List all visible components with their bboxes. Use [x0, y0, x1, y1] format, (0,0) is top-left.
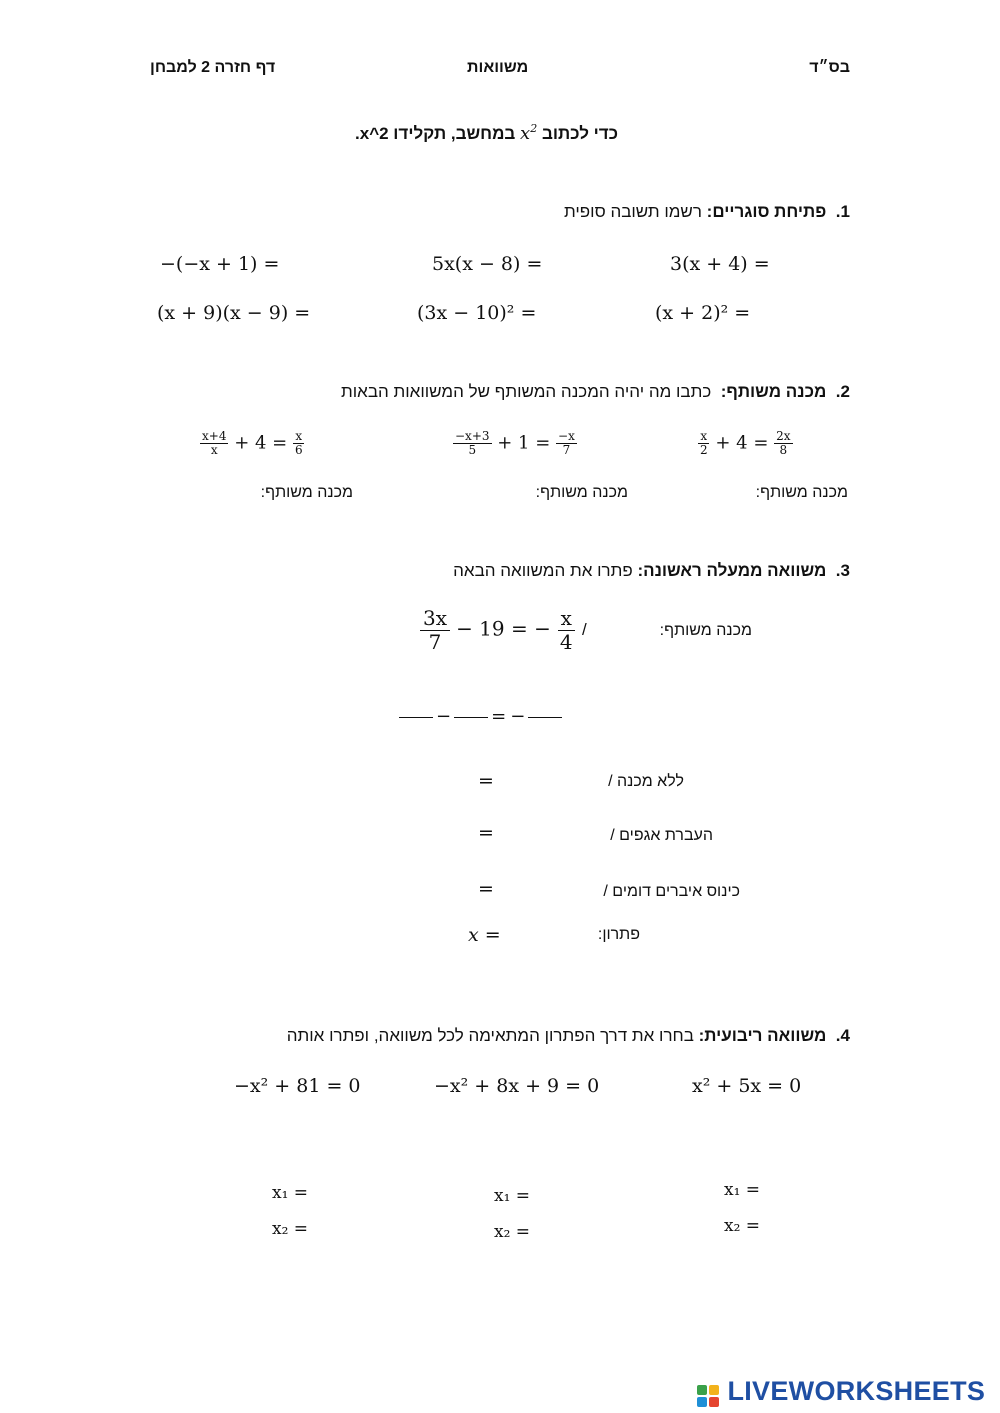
q3-blank-equation[interactable]: − = − [396, 706, 565, 727]
instruction-prefix: כדי לכתוב [541, 124, 619, 143]
header-center: משוואות [467, 59, 529, 76]
q4-x1-answer-2[interactable]: x₁ = [494, 1186, 531, 1206]
header-right: בס״ד [809, 59, 850, 76]
q4-x2-answer-2[interactable]: x₂ = [494, 1222, 531, 1242]
q1-item-1[interactable]: 3(x + 4) = [670, 253, 770, 275]
liveworksheets-logo-icon [697, 1385, 719, 1407]
q3-step-2-equals[interactable]: = [478, 822, 494, 844]
q4-x1-answer-3[interactable]: x₁ = [272, 1183, 309, 1203]
q3-slash: / [582, 620, 587, 639]
q1-item-2[interactable]: 5x(x − 8) = [432, 253, 543, 275]
q2-equation-1: $\frac{x}{2}$ + 4 = $\frac{2x}{8}$ [700, 429, 791, 458]
instruction-suffix: במחשב, תקלידו x^2. [355, 124, 516, 143]
q2-common-label-2[interactable]: מכנה משותף: [535, 484, 628, 501]
q4-x1-answer-1[interactable]: x₁ = [724, 1180, 761, 1200]
q4-x2-answer-3[interactable]: x₂ = [272, 1219, 309, 1239]
instruction-x: $x^2$ [520, 122, 538, 144]
instruction [355, 122, 618, 144]
q1-item-4[interactable]: (x + 2)² = [655, 302, 751, 324]
q2-equation-2: $\frac{-x+3}{5}$ + 1 = $\frac{-x}{7}$ [455, 429, 575, 458]
header-left: דף חזרה 2 למבחן [150, 59, 276, 76]
q2-title: 2. מכנה משותף: כתבו מה יהיה המכנה המשותף של המשוואות הבאות [341, 382, 850, 401]
q3-title: 3. משוואה ממעלה ראשונה: פתרו את המשוואה הבאה [453, 561, 850, 580]
q3-step-1-equals[interactable]: = [478, 770, 494, 792]
q3-step-3-label: כינוס איברים דומים / [603, 883, 740, 900]
q3-step-2-label: העברת אגפים / [610, 827, 713, 844]
q2-equation-3: $\frac{x+4}{x}$ + 4 = $\frac{x}{6}$ [202, 429, 303, 458]
q1-item-5[interactable]: (3x − 10)² = [417, 302, 537, 324]
liveworksheets-watermark [697, 1376, 985, 1407]
q2-common-label-3[interactable]: מכנה משותף: [260, 484, 353, 501]
q1-title: 1. פתיחת סוגריים: רשמו תשובה סופית [563, 202, 850, 221]
q3-step-1-label: ללא מכנה / [608, 773, 684, 790]
liveworksheets-text: LIVEWORKSHEETS [727, 1376, 986, 1406]
q4-equation-1: x² + 5x = 0 [692, 1075, 802, 1097]
q3-equation: $\frac{3x}{7}$ − 19 = − $\frac{x}{4}$ [420, 607, 576, 654]
q4-equation-3: −x² + 81 = 0 [234, 1075, 361, 1097]
q4-x2-answer-1[interactable]: x₂ = [724, 1216, 761, 1236]
q1-item-3[interactable]: −(−x + 1) = [160, 253, 280, 275]
q4-equation-2: −x² + 8x + 9 = 0 [434, 1075, 600, 1097]
q1-item-6[interactable]: (x + 9)(x − 9) = [157, 302, 311, 324]
q4-title: 4. משוואה ריבועית: בחרו את דרך הפתרון המתאימה לכל משוואה, ופתרו אותה [286, 1026, 850, 1045]
q2-common-label-1[interactable]: מכנה משותף: [755, 484, 848, 501]
q3-step-3-equals[interactable]: = [478, 878, 494, 900]
q3-solution-label: פתרון: [597, 926, 640, 943]
q3-common-label[interactable]: מכנה משותף: [659, 622, 752, 639]
q3-solution-equation[interactable]: x = [468, 924, 501, 946]
